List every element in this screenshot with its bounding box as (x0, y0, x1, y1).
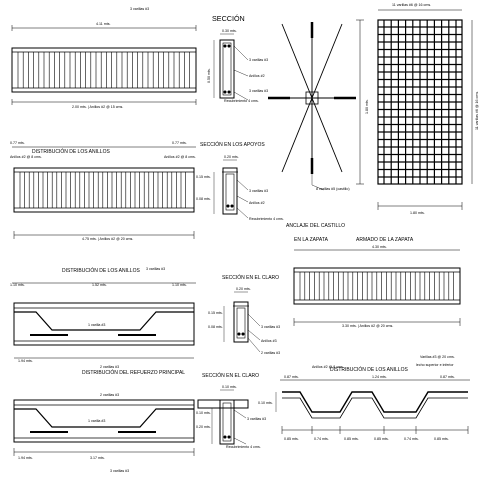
sec-claro2-dim-1: 0.10 mts. (222, 385, 237, 389)
beam2-right-end: 0.77 mts. (172, 141, 187, 145)
zapata-height: 1.80 mts. (365, 99, 369, 114)
beam3-top-note: 3 varillas #3 (146, 267, 166, 271)
sec-claro1-note-3: 2 varillas #3 (261, 351, 281, 355)
sec-apoyos-dim-1: 0.20 mts. (224, 155, 239, 159)
sec-apoyos-note-3: Recubrimiento 4 cms. (249, 217, 284, 221)
title-armado-zapata: ARMADO DE LA ZAPATA (356, 237, 414, 243)
section-apoyos (214, 160, 248, 218)
armado-stirrups (300, 272, 454, 300)
beam3-right-end: 1.10 mts. (172, 283, 187, 287)
dist3-bottom-5: 0.74 mts. (404, 437, 419, 441)
beam4-bottom-dims: 1.94 mts. (18, 456, 33, 460)
sec1-note-4: Recubrimiento 4 cms. (224, 99, 259, 103)
sec-claro1-dim-1: 0.20 mts. (236, 287, 251, 291)
title-en-la-zapata: EN LA ZAPATA (294, 237, 328, 243)
dist3-bottom-6: 0.85 mts. (434, 437, 449, 441)
sec-claro2-dim-3: 0.20 mts. (196, 425, 211, 429)
sec1-dim-h: 0.50 mts. (207, 68, 211, 83)
title-distribucion-3: DISTRIBUCIÓN DE LOS ANILLOS (330, 367, 408, 373)
dist3-dim-2: 1.24 mts. (372, 375, 387, 379)
beam-2 (12, 147, 196, 239)
armado-top-dim: 4.30 mts. (372, 245, 387, 249)
zapata-top-note: 11 varillas #6 @ 16 cms. (392, 3, 432, 7)
beam-1-stirrups (18, 52, 190, 88)
sec1-dim-w: 0.30 mts. (222, 29, 237, 33)
dist3-bottom-3: 0.85 mts. (344, 437, 359, 441)
dist3-bottom-1: 0.85 mts. (284, 437, 299, 441)
section-1 (214, 34, 248, 100)
dist3-right-note: Varillas #3 @ 20 cms. (420, 355, 455, 359)
sec-claro2-dim-2: 0.10 mts. (196, 411, 211, 415)
sec1-note-3: 3 varillas #3 (249, 89, 269, 93)
sec-claro2-note-1: 3 varillas #3 (247, 417, 267, 421)
dist3-bottom-2: 0.74 mts. (314, 437, 329, 441)
beam-1 (12, 25, 196, 105)
armado-bottom-note: 3.30 mts. | Anillos #2 @ 20 cms. (342, 324, 394, 328)
beam3-mid-dims: 1.52 mts. (92, 283, 107, 287)
sec-claro1-note-2: Anillos #3 (261, 339, 277, 343)
title-seccion-claro-2: SECCIÓN EN EL CLARO (202, 373, 260, 379)
beam4-bottom-note: 3 varillas #3 (110, 469, 130, 473)
castillo-plan (268, 22, 356, 190)
beam2-bottom-note: 4.75 mts. | Anillos #2 @ 20 cms. (82, 237, 134, 241)
beam4-bottom-mid: 3.17 mts. (90, 456, 105, 460)
title-anclaje-castillo: ANCLAJE DEL CASTILLO (286, 223, 346, 229)
beam3-center-note: 1 varilla #3 (88, 323, 106, 327)
title-distribucion-2: DISTRIBUCIÓN DE LOS ANILLOS (62, 268, 140, 274)
title-seccion-claro-1: SECCIÓN EN EL CLARO (222, 275, 280, 281)
zapata-grid-bars (378, 20, 462, 184)
sec-apoyos-note-2: Anillos #2 (249, 201, 265, 205)
beam3-refuerzo-note: 2 varillas #3 (100, 365, 120, 369)
dist3-side: 0.10 mts. (258, 401, 273, 405)
beam-2-stirrups (20, 172, 186, 208)
sec-apoyos-dim-3: 0.08 mts. (196, 197, 211, 201)
title-distribucion-refuerzo: DISTRIBUCIÓN DEL REFUERZO PRINCIPAL (82, 370, 186, 376)
dist3-dim-3: 0.87 mts. (440, 375, 455, 379)
armado-zapata-beam (294, 250, 460, 326)
beam-4 (14, 400, 194, 456)
zapata-width: 1.80 mts. (410, 211, 425, 215)
beam-3 (12, 283, 196, 358)
sec-apoyos-note-1: 3 varillas #3 (249, 189, 269, 193)
title-seccion: SECCIÓN (212, 14, 245, 23)
sec-claro1-dim-3: 0.08 mts. (208, 325, 223, 329)
sec1-note-1: 3 varillas #3 (249, 58, 269, 62)
sec-claro1-note-1: 3 varillas #3 (261, 325, 281, 329)
beam4-center-note: 1 varilla #3 (88, 419, 106, 423)
sec-claro2-note-2: Recubrimiento 4 cms. (226, 445, 261, 449)
beam1-bottom-note: 2.00 mts. | Anillos #2 @ 15 cms. (72, 105, 124, 109)
section-claro-1 (224, 292, 260, 352)
dist3-right-note2: lecho superior e inferior (416, 363, 454, 367)
title-distribucion-1: DISTRIBUCIÓN DE LOS ANILLOS (32, 149, 110, 155)
dist3-left-note: Anillos #2 @ 8 cms. (312, 365, 344, 369)
dist3-dim-1: 0.87 mts. (284, 375, 299, 379)
beam3-left-end: 1.10 mts. (10, 283, 25, 287)
dist3-bottom-4: 0.85 mts. (374, 437, 389, 441)
beam2-left-end: 0.77 mts. (10, 141, 25, 145)
zapata-side-note: 11 varillas #6 @ 16 cms. (475, 90, 479, 130)
sec-claro1-dim-2: 0.15 mts. (208, 311, 223, 315)
beam3-bottom-note: 1.94 mts. (18, 359, 33, 363)
beam1-top-note: 3 varillas #3 (130, 7, 150, 11)
distribucion-3-profile (276, 380, 470, 434)
beam4-top-note: 2 varillas #3 (100, 393, 120, 397)
beam2-left-note: Anillos #2 @ 8 cms. (10, 155, 42, 159)
zapata-grid (356, 10, 472, 210)
sec-apoyos-dim-2: 0.15 mts. (196, 175, 211, 179)
sec1-note-2: Anillos #2 (249, 74, 265, 78)
section-claro-2 (198, 390, 248, 444)
castillo-note: 8 varillas #5 (castillo) (316, 187, 350, 191)
beam1-top-dim: 4.11 mts. (96, 22, 111, 26)
title-seccion-apoyos: SECCIÓN EN LOS APOYOS (200, 142, 265, 148)
beam2-right-note: Anillos #2 @ 8 cms. (164, 155, 196, 159)
